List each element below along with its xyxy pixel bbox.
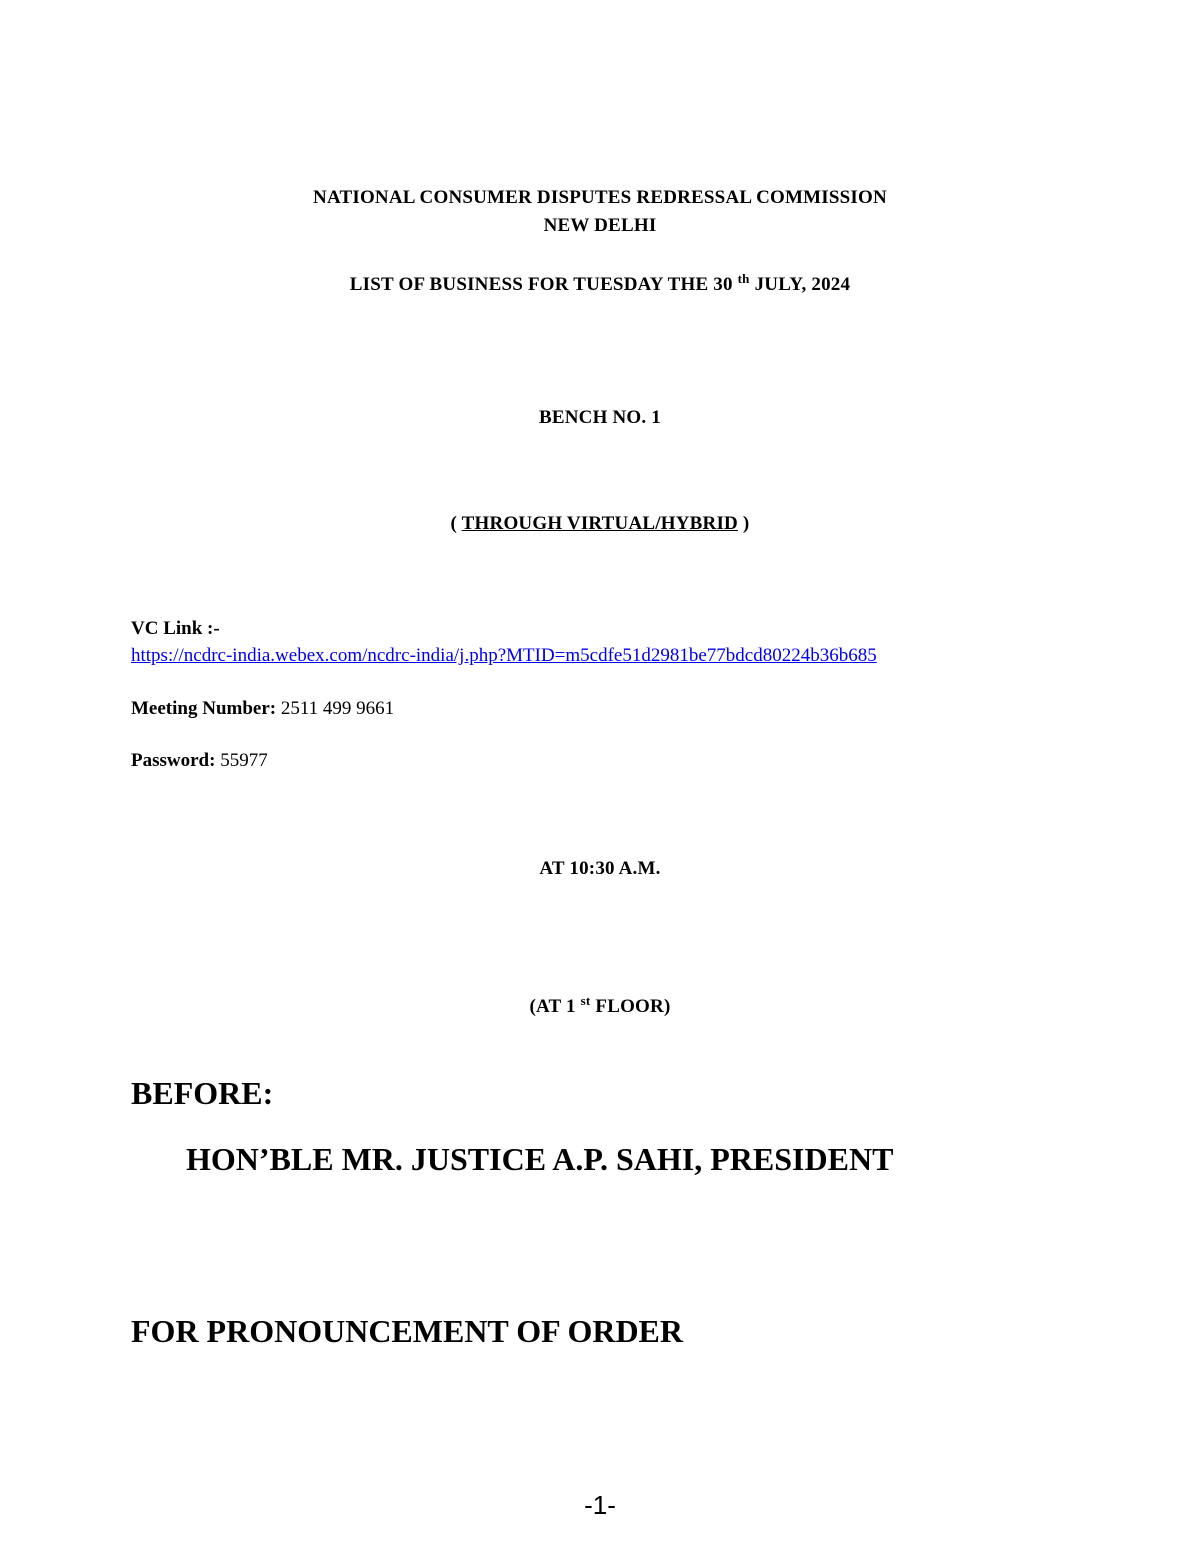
- password: [131, 750, 268, 772]
- list-of-business-heading: [0, 271, 1200, 296]
- floor-superscript: st: [580, 993, 591, 1008]
- password-label: Password:: [131, 750, 216, 771]
- commission-city: NEW DELHI: [543, 215, 657, 236]
- meeting-number: [131, 698, 394, 720]
- hearing-time: AT 10:30 A.M.: [539, 858, 661, 879]
- hearing-mode-open: (: [450, 513, 462, 534]
- hearing-mode: [0, 513, 1200, 535]
- list-date-superscript: th: [737, 271, 750, 286]
- bench-number: BENCH NO. 1: [538, 407, 662, 428]
- floor-info: [0, 993, 1200, 1018]
- before-label: BEFORE:: [131, 1075, 274, 1111]
- section-title: FOR PRONOUNCEMENT OF ORDER: [131, 1313, 683, 1349]
- hearing-mode-text: THROUGH VIRTUAL/HYBRID: [461, 513, 738, 534]
- password-value: 55977: [215, 750, 268, 771]
- hearing-mode-close: ): [737, 513, 750, 534]
- list-date-prefix: LIST OF BUSINESS FOR TUESDAY THE 30: [349, 274, 738, 295]
- list-date-suffix: JULY, 2024: [749, 274, 851, 295]
- vc-link-url[interactable]: https://ncdrc-india.webex.com/ncdrc-india/j.php?MTID=m5cdfe51d2981be77bdcd80224b36b685: [131, 645, 877, 666]
- vc-link-label: VC Link :-: [131, 618, 220, 639]
- judge-name: HON’BLE MR. JUSTICE A.P. SAHI, PRESIDENT: [186, 1141, 894, 1177]
- page-number: -1-: [584, 1490, 616, 1520]
- commission-title: NATIONAL CONSUMER DISPUTES REDRESSAL COMMISSION: [313, 187, 887, 208]
- meeting-number-label: Meeting Number:: [131, 698, 277, 719]
- meeting-number-value: 2511 499 9661: [276, 698, 395, 719]
- floor-prefix: (AT 1: [529, 996, 581, 1017]
- floor-suffix: FLOOR): [590, 996, 671, 1017]
